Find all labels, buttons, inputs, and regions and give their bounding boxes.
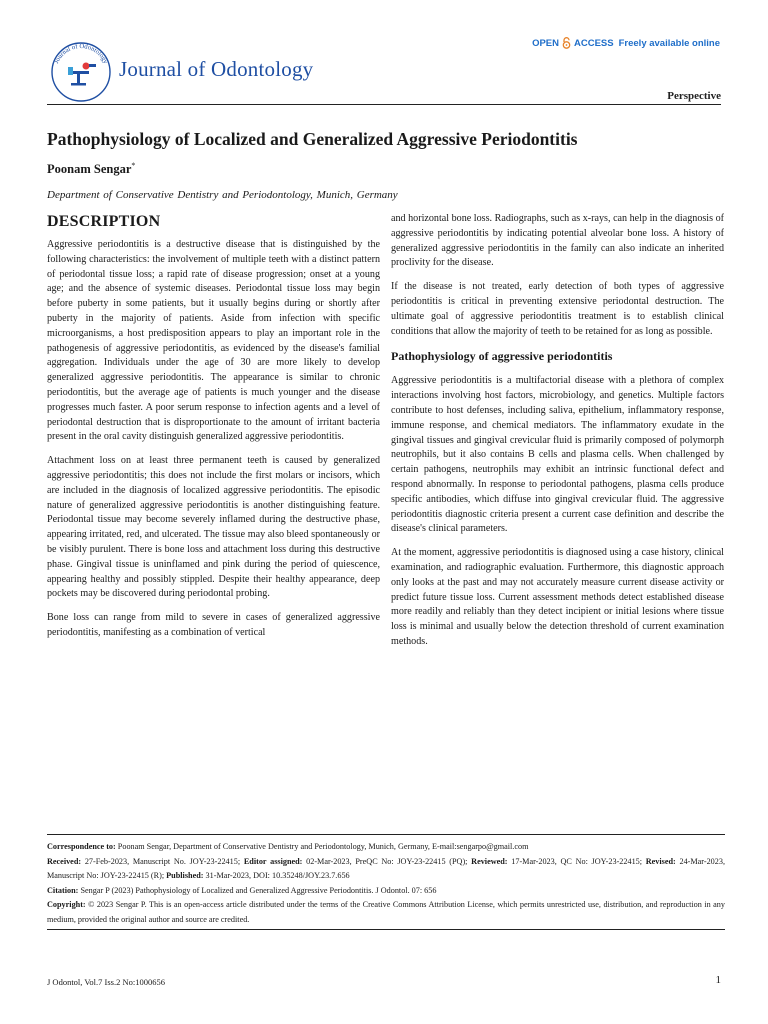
received-text: 27-Feb-2023, Manuscript No. JOY-23-22415; <box>84 856 241 866</box>
svg-text:Journal of Odontology <box>53 43 109 66</box>
body-paragraph: Bone loss can range from mild to severe in cases of generalized aggressive periodontitis, manifesting as a combination of vertical <box>47 612 380 638</box>
citation-note <box>47 884 725 899</box>
open-lock-icon <box>562 37 571 49</box>
copyright-note <box>47 898 725 927</box>
correspondence-note <box>47 840 725 855</box>
header-divider <box>47 104 721 105</box>
left-column <box>47 212 380 650</box>
editor-text: 02-Mar-2023, PreQC No: JOY-23-22415 (PQ); <box>306 856 468 866</box>
received-label: Received: <box>47 856 82 866</box>
journal-logo <box>46 37 116 103</box>
article-type: Perspective <box>667 90 721 102</box>
author-affiliation: Department of Conservative Dentistry and Periodontology, Munich, Germany <box>47 189 398 201</box>
right-column <box>391 212 724 659</box>
access-label: ACCESS <box>574 37 614 49</box>
dates-note <box>47 855 725 884</box>
body-paragraph: Attachment loss on at least three permanent teeth is caused by generalized aggressive periodontitis; this does not include the first molars or incisors, which are included in the diagnosis of localized aggressive periodontitis. The episodic nature of generalized aggressive periodontitis is another distinguishing feature. Periodontal tissue may become severely inflamed during the destructive phase, appearing irritated, red, and ulcerated. The tissue may also bleed spontaneously or be visibly purulent. There is bone loss and attachment loss during this destructive phase. Gingival tissue is uninflamed and pink during the period of quiescence, appearing healthy and possibly stippled. Despite their healthy appearance, deep pockets may be discovered during periodontal probing. <box>47 455 380 600</box>
page-number: 1 <box>715 974 721 986</box>
journal-name: Journal of Odontology <box>119 57 314 81</box>
article-title: Pathophysiology of Localized and Generalized Aggressive Periodontitis <box>47 129 578 149</box>
reviewed-text: 17-Mar-2023, QC No: JOY-23-22415; <box>511 856 643 866</box>
article-footnotes <box>47 834 725 930</box>
copyright-label: Copyright: <box>47 900 86 909</box>
published-text: 31-Mar-2023, DOI: 10.35248/JOY.23.7.656 <box>205 871 350 880</box>
citation-text: Sengar P (2023) Pathophysiology of Localized and Generalized Aggressive Periodontitis. J Odontol. 07: 656 <box>80 885 437 895</box>
subsection-heading: Pathophysiology of aggressive periodontitis <box>391 349 613 364</box>
editor-label: Editor assigned: <box>243 856 303 866</box>
section-heading: DESCRIPTION <box>47 213 161 230</box>
body-paragraph: and horizontal bone loss. Radiographs, such as x-rays, can help in the diagnosis of aggressive periodontitis by indicating potential alveolar bone loss. A history of generalized aggressive periodontitis in the family can also indicate an inherited proclivity for the disease. <box>391 213 724 269</box>
reviewed-label: Reviewed: <box>471 856 508 866</box>
page-citation: J Odontol, Vol.7 Iss.2 No:1000656 <box>47 977 165 987</box>
author-name: Poonam Sengar <box>47 162 132 177</box>
revised-label: Revised: <box>645 856 676 866</box>
revised-text: 24-Mar-2023, Manuscript No: JOY-23-22415 (R); <box>47 856 726 880</box>
body-paragraph: Aggressive periodontitis is a destructive disease that is distinguished by the following characteristics: the involvement of multiple teeth with a distinct pattern of periodontal tissue loss; a rapid rate of disease progression; onset at a young age; and the absence of systemic diseases. Periodontal tissue loss may begin before puberty in some patients, but it usually begins during or shortly after puberty in the majority of patients. Aside from infection with specific microorganisms, a host predisposition appears to play an important role in the pathogenesis of aggressive periodontitis, as evidenced by the disease's familial aggregation. Individuals under the age of 30 are more likely to develop generalized aggressive periodontitis. The appearance is similar to chronic periodontitis, but the average age of patients is much younger and the disease progresses much faster. A poor serum response to infection agents and a level of periodontal destruction that is disproportionate to the amount of irritant bacteria present in the oral cavity distinguish generalized aggressive periodontitis. <box>47 239 380 443</box>
published-label: Published: <box>166 871 204 880</box>
corresponding-author-mark: * <box>131 161 136 170</box>
journal-logo-icon <box>46 37 116 103</box>
correspondence-text: Poonam Sengar, Department of Conservative Dentistry and Periodontology, Munich, Germany, E-mail:sengarpo@gmail.com <box>117 842 529 851</box>
body-paragraph: At the moment, aggressive periodontitis is diagnosed using a case history, clinical examination, and radiographic evaluation. Furthermore, this diagnostic approach only looks at the past and may not accurately measure current disease activity or predict future tissue loss. Current assessment methods detect established disease more readily and reliably than they detect incipient or initial lesions where tissue loss is minimal and usually below the detection threshold of current examination methods. <box>391 547 724 647</box>
open-access-badge <box>532 37 720 49</box>
footer-divider <box>47 929 725 930</box>
freely-available-label: Freely available online <box>618 37 720 49</box>
author-line <box>47 161 135 177</box>
logo-arc-text: Journal of Odontology <box>53 42 109 65</box>
open-label: OPEN <box>532 37 560 49</box>
correspondence-label: Correspondence to: <box>47 842 116 851</box>
body-paragraph: If the disease is not treated, early detection of both types of aggressive periodontitis is critical in preventing extensive periodontal destruction. The ultimate goal of aggressive periodontitis treatment is to establish clinical conditions that allow the majority of teeth to be retained for as long as possible. <box>391 281 724 337</box>
citation-label: Citation: <box>47 885 79 895</box>
copyright-text: © 2023 Sengar P. This is an open-access article distributed under the terms of the Creative Commons Attribution License, which permits unrestricted use, distribution, and reproduction in any medium, provided the original author and source are credited. <box>47 900 725 924</box>
body-paragraph: Aggressive periodontitis is a multifactorial disease with a plethora of complex interactions involving host factors, microbiology, and genetics. Multiple factors contribute to host defenses, including saliva, epithelium, inflammatory response, immune response, and chemical mediators. The inflammatory exudate in the gingival tissues and gingival crevicular fluid is primarily composed of polymorph neutrophils, but it also contains B cells and plasma cells. When challenged by certain pathogens, neutrophils may exhibit an intrinsic functional defect and respond abnormally. In response to periodontal pathogens, plasma cells produce specific antibodies, which diffuse into gingival crevicular fluid. The aggressive periodontitis diagnostic criteria present a current case definition and describe the disease's clinical parameters. <box>391 375 724 535</box>
